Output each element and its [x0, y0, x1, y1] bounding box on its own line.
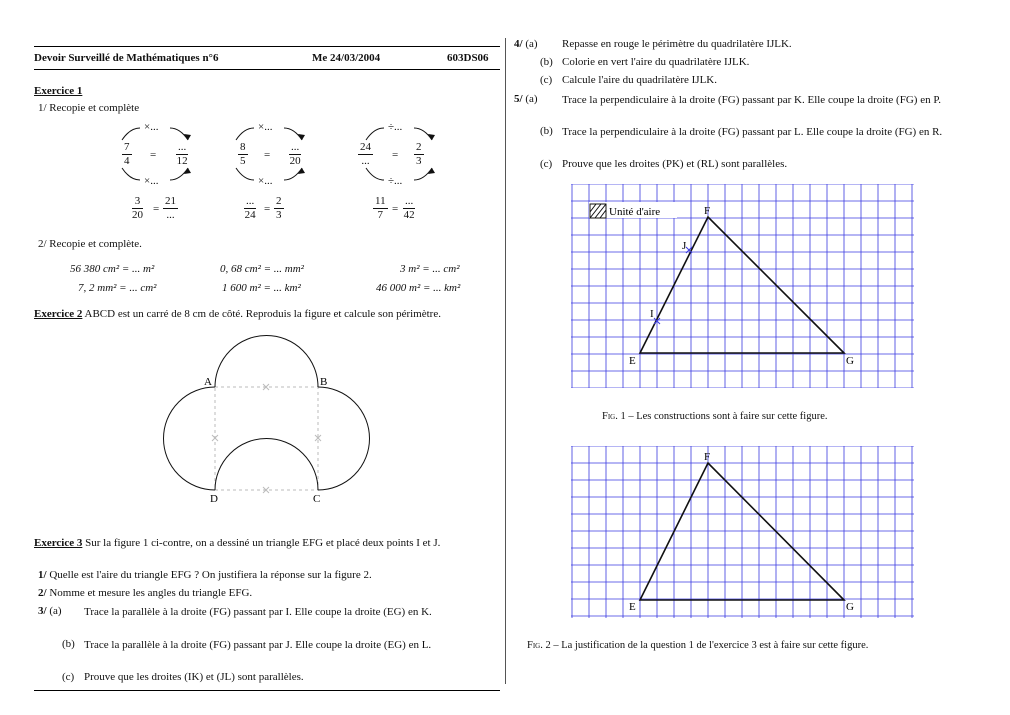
op-bot-3: ÷... [388, 175, 403, 187]
ex3-q1: 1/ Quelle est l'aire du triangle EFG ? On justifiera la réponse sur la figure 2. [38, 569, 372, 581]
ex3-q4a: Repasse en rouge le périmètre du quadrilatère IJLK. [562, 38, 792, 50]
conv-1: 56 380 cm² = ... m² [70, 263, 155, 275]
op-bot-2: ×... [258, 175, 273, 187]
eq-2b: $\frac{2}{3}$ [276, 195, 282, 221]
frac-1a: $\frac{7}{4}$ [124, 141, 130, 167]
point-g: G [846, 355, 854, 367]
eq-1b: 21 ... [165, 195, 176, 221]
conv-3: 3 m² = ... cm² [400, 263, 460, 275]
conv-5: 1 600 m² = ... km² [222, 282, 301, 294]
frac-3b: $\frac{2}{3}$ [416, 141, 422, 167]
op-bot-1: ×... [144, 175, 159, 187]
eq-3a: $\frac{11}{7}$ [375, 195, 386, 221]
frac-2b: ... 20 [289, 141, 301, 167]
op-top-3: ÷... [388, 121, 403, 133]
ex3-q3a: Trace la parallèle à la droite (FG) passant par I. Elle coupe la droite (EG) en K. [84, 606, 432, 618]
ex3-intro: Exercice 3 Sur la figure 1 ci-contre, on a dessiné un triangle EFG et placé deux points I et J. [34, 537, 441, 549]
ex3-q5c: Prouve que les droites (PK) et (RL) sont parallèles. [562, 158, 788, 170]
doc-title: Devoir Surveillé de Mathématiques n°6 [34, 52, 219, 64]
ex3-q3b: Trace la parallèle à la droite (FG) passant par J. Elle coupe la droite (EG) en L. [84, 639, 432, 651]
eq-1a: $\frac{3}{20}$ [132, 195, 143, 221]
doc-date: Me 24/03/2004 [312, 52, 381, 64]
figure-1 [571, 184, 914, 388]
ex3-q5a: Trace la perpendiculaire à la droite (FG) passant par K. Elle coupe la droite (FG) en P. [562, 94, 941, 106]
label-a: A [204, 376, 212, 388]
ex2-text: Exercice 2 ABCD est un carré de 8 cm de côté. Reproduis la figure et calcule son périmètre. [34, 308, 441, 320]
label-d: D [210, 493, 218, 505]
frac-1b: ... 12 [176, 141, 188, 167]
point-j: J [682, 240, 687, 252]
eq-2a: ... 24 [244, 195, 256, 221]
point-f2: F [704, 451, 711, 463]
conv-6: 46 000 m² = ... km² [376, 282, 461, 294]
op-top-1: ×... [144, 121, 159, 133]
ex1-q2: 2/ Recopie et complète. [38, 238, 142, 250]
point-i: I [650, 308, 654, 320]
point-g2: G [846, 601, 854, 613]
label-b: B [320, 376, 328, 388]
ex3-q3c: Prouve que les droites (IK) et (JL) sont parallèles. [84, 671, 304, 683]
eq-3b: ... 42 [403, 195, 415, 221]
conv-4: 7, 2 mm² = ... cm² [78, 282, 157, 294]
fig2-caption: Fig. 2 – La justification de la question 1 de l'exercice 3 est à faire sur cette figure. [527, 640, 869, 651]
figure-2 [571, 446, 914, 618]
frac-2a: $\frac{8}{5}$ [240, 141, 246, 167]
fig1-caption: Fig. 1 – Les constructions sont à faire sur cette figure. [602, 411, 828, 422]
area-unit-label: Unité d'aire [609, 206, 661, 218]
conv-2: 0, 68 cm² = ... mm² [220, 263, 304, 275]
point-e: E [629, 355, 636, 367]
ex3-q4b: Colorie en vert l'aire du quadrilatère IJLK. [562, 56, 750, 68]
ex3-q2: 2/ Nomme et mesure les angles du triangle EFG. [38, 587, 253, 599]
ex2-figure [160, 335, 375, 505]
label-c: C [313, 493, 321, 505]
ex3-q4c: Calcule l'aire du quadrilatère IJLK. [562, 74, 717, 86]
ex1-heading: Exercice 1 [34, 85, 83, 97]
point-f: F [704, 205, 711, 217]
frac-3a: 24 ... [360, 141, 371, 167]
doc-code: 603DS06 [447, 52, 489, 64]
op-top-2: ×... [258, 121, 273, 133]
ex3-q5b: Trace la perpendiculaire à la droite (FG) passant par L. Elle coupe la droite (FG) en R. [562, 126, 943, 138]
ex1-q1: 1/ Recopie et complète [38, 102, 140, 114]
point-e2: E [629, 601, 636, 613]
